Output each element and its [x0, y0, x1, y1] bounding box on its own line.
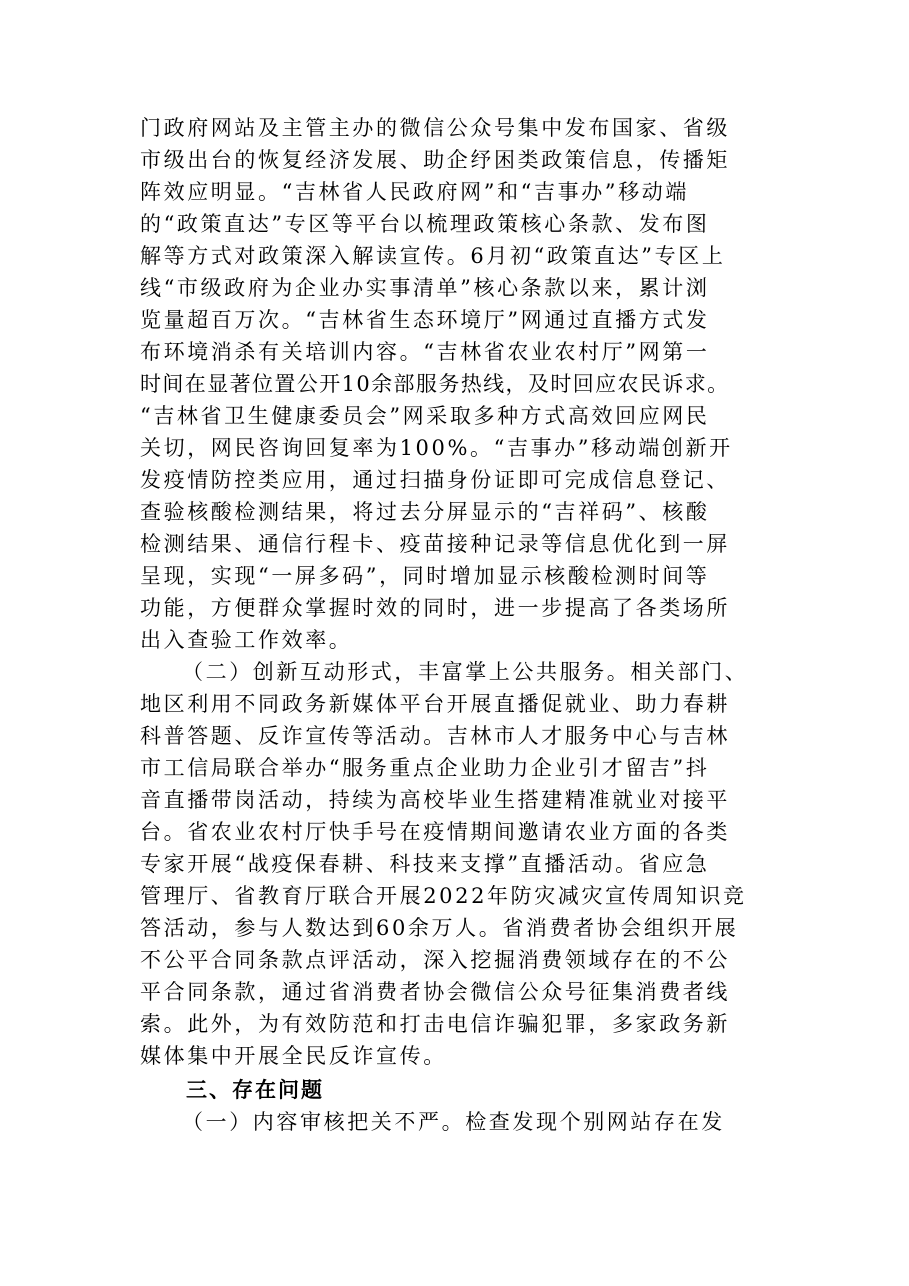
text-line: 平合同条款，通过省消费者协会微信公众号征集消费者线: [140, 980, 730, 1004]
text-line: 门政府网站及主管主办的微信公众号集中发布国家、省级: [140, 116, 730, 140]
text-line: 台。省农业农村厅快手号在疫情期间邀请农业方面的各类: [140, 820, 730, 844]
text-line: 管理厅、省教育厅联合开展2022年防灾减灾宣传周知识竞: [140, 884, 747, 908]
paragraph-interactive-services: [140, 656, 820, 1072]
paragraph-content-review: [140, 1106, 820, 1138]
text-line: 关切，网民咨询回复率为100%。“吉事办”移动端创新开: [140, 436, 733, 460]
text-line: 答活动，参与人数达到60余万人。省消费者协会组织开展: [140, 916, 739, 940]
text-line: 音直播带岗活动，持续为高校毕业生搭建精准就业对接平: [140, 788, 730, 812]
text-line: 阵效应明显。“吉林省人民政府网”和“吉事办”移动端: [140, 180, 689, 204]
text-line: 时间在显著位置公开10余部服务热线，及时回应农民诉求。: [140, 372, 730, 396]
text-line: 功能，方便群众掌握时效的同时，进一步提高了各类场所: [140, 596, 730, 620]
text-line: 科普答题、反诈宣传等活动。吉林市人才服务中心与吉林: [140, 724, 730, 748]
text-line: 呈现，实现“一屏多码”，同时增加显示核酸检测时间等: [140, 564, 710, 588]
text-line: “吉林省卫生健康委员会”网采取多种方式高效回应网民: [140, 404, 710, 428]
text-line: 布环境消杀有关培训内容。“吉林省农业农村厅”网第一: [140, 340, 710, 364]
text-line: 索。此外，为有效防范和打击电信诈骗犯罪，多家政务新: [140, 1012, 730, 1036]
text-line: 检测结果、通信行程卡、疫苗接种记录等信息优化到一屏: [140, 532, 730, 556]
text-line: 不公平合同条款点评活动，深入挖掘消费领域存在的不公: [140, 948, 730, 972]
text-line: 媒体集中开展全民反诈宣传。: [140, 1044, 447, 1068]
text-line: 出入查验工作效率。: [140, 628, 353, 652]
text-line: 线“市级政府为企业办实事清单”核心条款以来，累计浏: [140, 276, 710, 300]
text-line: 查验核酸检测结果，将过去分屏显示的“吉祥码”、核酸: [140, 500, 710, 524]
paragraph-policy-release: [140, 112, 820, 656]
text-line: 地区利用不同政务新媒体平台开展直播促就业、助力春耕: [140, 692, 730, 716]
text-line: 解等方式对政策深入解读宣传。6月初“政策直达”专区上: [140, 244, 726, 268]
text-line: （一）内容审核把关不严。检查发现个别网站存在发: [182, 1110, 725, 1134]
text-line: 专家开展“战疫保春耕、科技来支撑”直播活动。省应急: [140, 852, 710, 876]
text-line: 的“政策直达”专区等平台以梳理政策核心条款、发布图: [140, 212, 710, 236]
text-line: 市工信局联合举办“服务重点企业助力企业引才留吉”抖: [140, 756, 710, 780]
section-heading: 三、存在问题: [186, 1078, 324, 1102]
text-line: 发疫情防控类应用，通过扫描身份证即可完成信息登记、: [140, 468, 730, 492]
document-page: [140, 112, 820, 1138]
text-line: 市级出台的恢复经济发展、助企纾困类政策信息，传播矩: [140, 148, 730, 172]
text-line: 览量超百万次。“吉林省生态环境厅”网通过直播方式发: [140, 308, 710, 332]
text-line: （二）创新互动形式，丰富掌上公共服务。相关部门、: [182, 660, 749, 684]
